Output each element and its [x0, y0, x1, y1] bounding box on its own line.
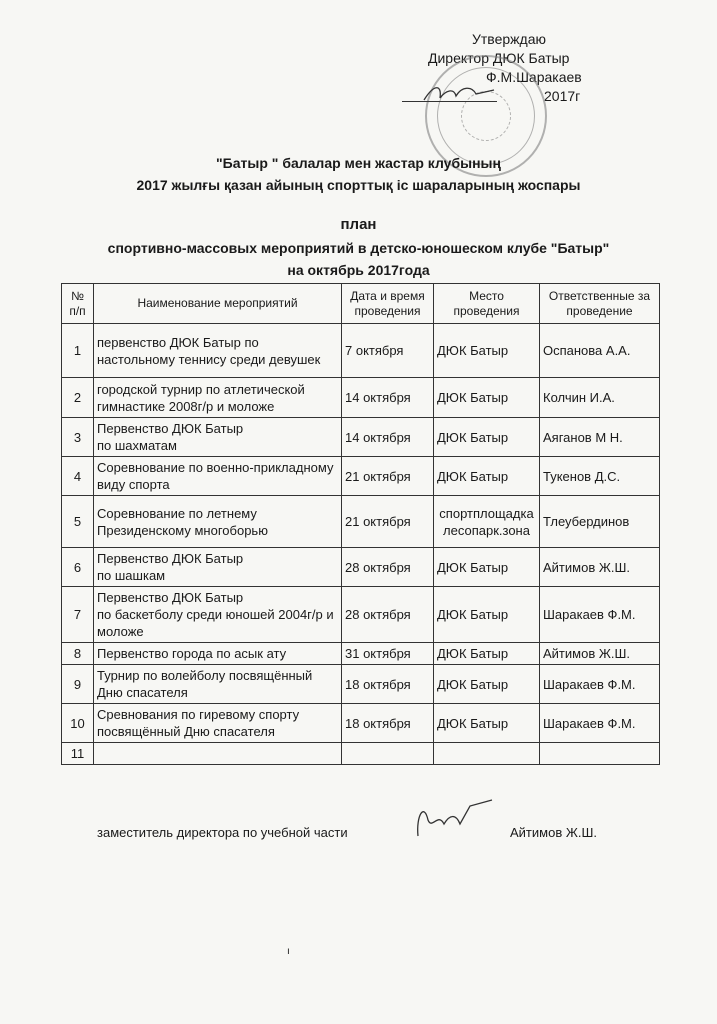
event-date: 31 октября [342, 643, 434, 665]
event-date: 14 октября [342, 378, 434, 418]
event-place [434, 743, 540, 765]
event-place: ДЮК Батыр [434, 548, 540, 587]
event-place: ДЮК Батыр [434, 665, 540, 704]
event-responsible: Айтимов Ж.Ш. [540, 643, 660, 665]
table-row [62, 743, 660, 765]
table-row [62, 587, 660, 643]
event-responsible: Оспанова А.А. [540, 324, 660, 378]
event-responsible: Шаракаев Ф.М. [540, 665, 660, 704]
event-responsible: Айтимов Ж.Ш. [540, 548, 660, 587]
row-number: 2 [62, 378, 94, 418]
event-responsible: Тлеубердинов [540, 496, 660, 548]
heading-ru-line-1: спортивно-массовых мероприятий в детско-юношеском клубе "Батыр" [107, 240, 610, 256]
plan-title: план [340, 216, 377, 233]
table-row [62, 704, 660, 743]
event-place: ДЮК Батыр [434, 704, 540, 743]
row-number: 11 [62, 743, 94, 765]
signatory-name: Айтимов Ж.Ш. [510, 825, 597, 840]
event-responsible: Аяганов М Н. [540, 418, 660, 457]
table-row [62, 457, 660, 496]
table-row [62, 378, 660, 418]
event-date: 28 октября [342, 587, 434, 643]
event-responsible [540, 743, 660, 765]
table-row [62, 548, 660, 587]
row-number: 7 [62, 587, 94, 643]
event-name: Первенство города по асык ату [94, 643, 342, 665]
director-signature [420, 80, 500, 106]
row-number: 6 [62, 548, 94, 587]
event-date: 18 октября [342, 704, 434, 743]
event-name [94, 743, 342, 765]
table-row [62, 418, 660, 457]
event-name: Сревнования по гиревому спорту посвящённый Дню спасателя [94, 704, 342, 743]
event-place: ДЮК Батыр [434, 418, 540, 457]
approval-line-3: Ф.М.Шаракаев [486, 69, 582, 85]
heading-kz-line-2: 2017 жылғы қазан айының спорттық іс шараларының жоспары [136, 177, 581, 193]
row-number: 3 [62, 418, 94, 457]
signatory-position: заместитель директора по учебной части [97, 825, 348, 840]
event-name: Первенство ДЮК Батыр по шашкам [94, 548, 342, 587]
event-name: первенство ДЮК Батыр по настольному теннису среди девушек [94, 324, 342, 378]
approval-line-1: Утверждаю [472, 31, 546, 47]
event-date: 21 октября [342, 457, 434, 496]
deputy-signature [410, 796, 495, 842]
table-row [62, 496, 660, 548]
event-responsible: Тукенов Д.С. [540, 457, 660, 496]
event-name: Соревнование по летнему Президенскому многоборью [94, 496, 342, 548]
approval-line-4: 2017г [544, 88, 581, 104]
heading-ru-line-2: на октябрь 2017года [287, 262, 430, 278]
event-responsible: Шаракаев Ф.М. [540, 587, 660, 643]
events-table [61, 283, 660, 765]
header-number: № п/п [62, 284, 94, 324]
event-date [342, 743, 434, 765]
event-name: Первенство ДЮК Батыр по баскетболу среди юношей 2004г/р и моложе [94, 587, 342, 643]
event-place: ДЮК Батыр [434, 457, 540, 496]
page-mark: ı [287, 946, 290, 957]
row-number: 5 [62, 496, 94, 548]
header-date: Дата и время проведения [342, 284, 434, 324]
event-place: ДЮК Батыр [434, 324, 540, 378]
heading-kz-line-1: "Батыр " балалар мен жастар клубының [216, 155, 501, 171]
header-responsible: Ответственные за проведение [540, 284, 660, 324]
header-event-name: Наименование мероприятий [94, 284, 342, 324]
event-place: спортплощадка лесопарк.зона [434, 496, 540, 548]
event-name: Первенство ДЮК Батыр по шахматам [94, 418, 342, 457]
header-place: Место проведения [434, 284, 540, 324]
event-date: 18 октября [342, 665, 434, 704]
event-place: ДЮК Батыр [434, 643, 540, 665]
event-name: Соревнование по военно-прикладному виду спорта [94, 457, 342, 496]
approval-line-2: Директор ДЮК Батыр [428, 50, 570, 66]
event-date: 14 октября [342, 418, 434, 457]
row-number: 1 [62, 324, 94, 378]
event-responsible: Колчин И.А. [540, 378, 660, 418]
row-number: 8 [62, 643, 94, 665]
event-place: ДЮК Батыр [434, 378, 540, 418]
row-number: 9 [62, 665, 94, 704]
table-row [62, 665, 660, 704]
event-name: Турнир по волейболу посвящённый Дню спасателя [94, 665, 342, 704]
event-place: ДЮК Батыр [434, 587, 540, 643]
event-date: 28 октября [342, 548, 434, 587]
event-date: 7 октября [342, 324, 434, 378]
row-number: 10 [62, 704, 94, 743]
event-responsible: Шаракаев Ф.М. [540, 704, 660, 743]
table-row [62, 324, 660, 378]
event-name: городской турнир по атлетической гимнастике 2008г/р и моложе [94, 378, 342, 418]
table-row [62, 643, 660, 665]
event-date: 21 октября [342, 496, 434, 548]
table-header-row [62, 284, 660, 324]
row-number: 4 [62, 457, 94, 496]
